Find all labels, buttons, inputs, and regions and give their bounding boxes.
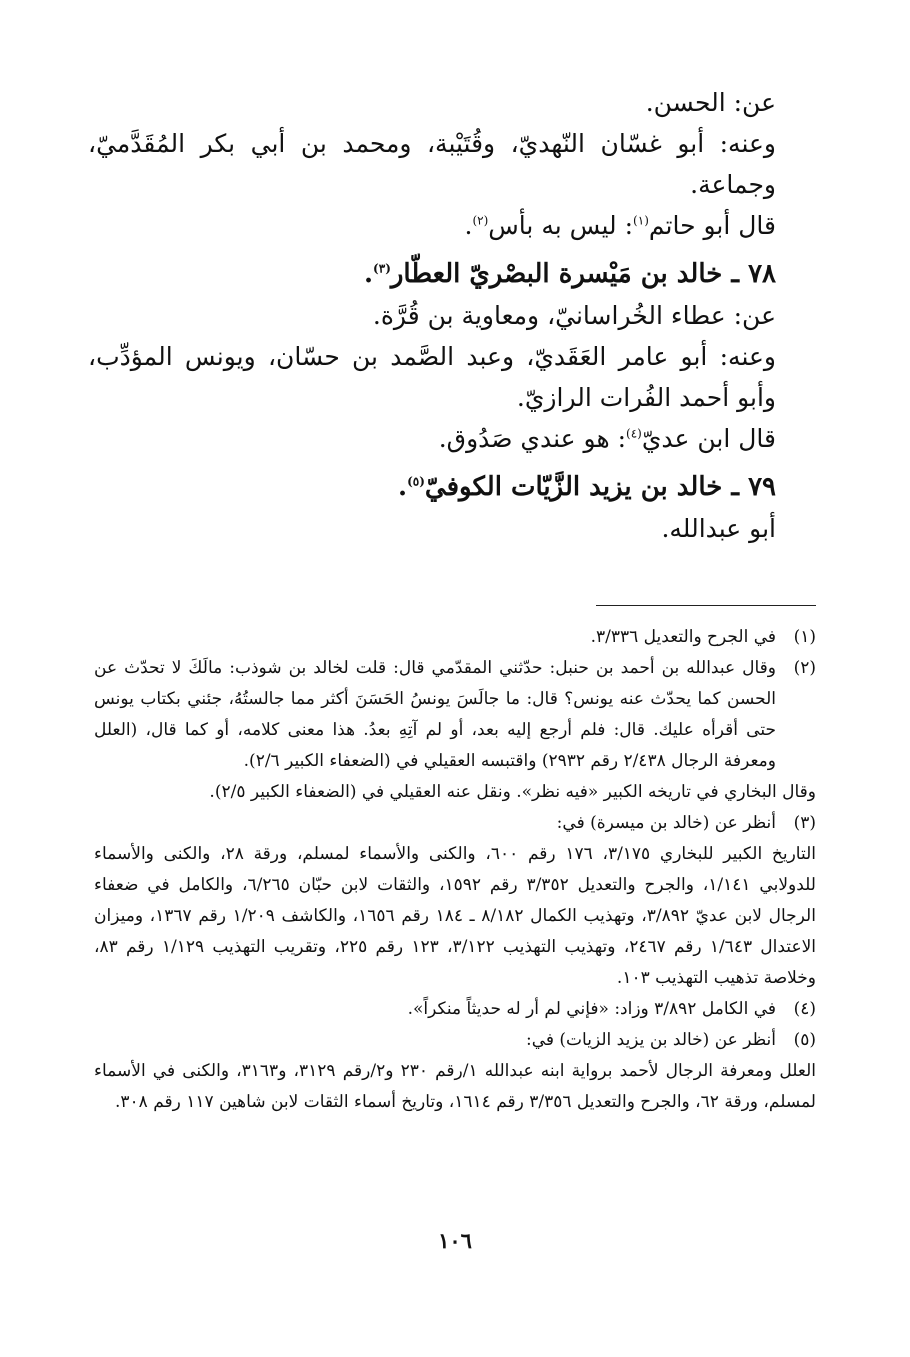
entry77-abu-hatim-line: قال أبو حاتم$^{(١)}$: ليس به بأس$^{(٢)}$. [464,211,776,240]
footnote-3 [94,808,816,839]
footnote-2 [94,653,816,777]
entry78-ibn-adi-line [88,418,822,459]
entry79-kunya-line: أبو عبدالله. [661,514,776,543]
footnote-separator [596,605,816,606]
abu-hatim-label: قال أبو حاتم [648,211,776,240]
entry78-anhu-line: وعنه: أبو عامر العَقَديّ، وعبد الصَّمد بن حسّان، ويونس المؤدِّب، وأبو أحمد الفُرات الرازيّ. [88,342,776,412]
ibn-adi-label: قال ابن عديّ [641,424,776,453]
entry78-an-line: عن: عطاء الخُراسانيّ، ومعاوية بن قُرَّة. [372,301,776,330]
footnote-text: أنظر عن (خالد بن ميسرة) في: [556,813,776,833]
footnote-number: (١) [793,627,816,647]
entry79-title: ٧٩ ـ خالد بن يزيد الزَّيّات الكوفيّ [424,472,776,502]
main-text [88,82,822,549]
footnote-2-continuation: وقال البخاري في تاريخه الكبير «فيه نظر». ونقل عنه العقيلي في (الضعفاء الكبير ٢/٥). [209,782,816,802]
footnote-number: (٣) [793,813,816,833]
footnote-4 [94,994,816,1025]
footnote-ref-3: (٣) [373,261,391,276]
footnote-number: (٤) [793,999,816,1019]
footnote-1 [94,622,816,653]
footnote-3-sources: التاريخ الكبير للبخاري ٣/١٧٥، ١٧٦ رقم ٦٠٠، والكنى والأسماء لمسلم، ورقة ٢٨، والكنى والأسماء للدولابي ١/١٤١، والجرح والتعديل ٣/٣٥٢ رقم ١٥٩٢، والثقات لابن حبّان ٦/٢٦٥، والكامل في ضعفاء الرجال لابن عديّ ٣/٨٩٢، وتهذيب الكمال ٨/١٨٢ ـ ١٨٤ رقم ١٦٥٦، والكاشف ١/٢٠٩ رقم ١٣٦٧، وميزان الاعتدال ١/٦٤٣ رقم ٢٤٦٧، وتهذيب التهذيب ٣/١٢٢، ١٢٣ رقم ٢٢٥، وتقريب التهذيب ١/١٢٩ رقم ٨٣، وخلاصة تذهيب التهذيب ١٠٣. [94,844,817,988]
entry77-anhu-line: وعنه: أبو غسّان النّهديّ، وقُتَيْبة، ومحمد بن أبي بكر المُقَدَّميّ، وجماعة. [88,129,776,199]
entry78-heading: ٧٨ ـ خالد بن مَيْسرة البصْريّ العطّار$^{(٣)}$. [363,259,776,289]
page-number: ١٠٦ [438,1228,472,1253]
entry78-title: ٧٨ ـ خالد بن مَيْسرة البصْريّ العطّار [390,259,776,289]
footnote-text: أنظر عن (خالد بن يزيد الزيات) في: [525,1030,776,1050]
footnote-ref-5: (٥) [407,474,425,489]
footnotes [94,622,816,1118]
footnote-text: في الجرح والتعديل ٣/٣٣٦. [590,627,776,647]
ibn-adi-quote: : هو عندي صَدُوق. [438,424,626,453]
footnote-ref-2: (٢) [472,213,489,228]
footnote-text: وقال عبدالله بن أحمد بن حنبل: حدّثني المقدّمي قال: قلت لخالد بن شوذب: مالَكَ لا تحدّث عن الحسن كما يحدّث عنه يونس؟ قال: ما جالَسَ يونسُ الحَسَنَ أكثر مما جالستُهُ، جئني بكتاب يونس حتى أقرأه عليك. قال: فلم أرجع إليه بعد، أو لم آتِهِ بعدُ. هذا معنى كلامه، أو كما قال، (العلل ومعرفة الرجال ٢/٤٣٨ رقم ٢٩٣٢) واقتبسه العقيلي في (الضعفاء الكبير ٢/٦). [94,658,776,771]
footnote-ref-4: (٤) [626,426,642,441]
entry77-an-line: عن: الحسن. [645,88,776,117]
footnote-text: في الكامل ٣/٨٩٢ وزاد: «فإني لم أر له حديثاً منكراً». [407,999,776,1019]
footnote-number: (٢) [793,658,816,678]
footnote-ref-1: (١) [633,213,649,228]
entry79-heading: ٧٩ ـ خالد بن يزيد الزَّيّات الكوفيّ$^{(٥)}$. [398,472,776,502]
footnote-5-sources: العلل ومعرفة الرجال لأحمد برواية ابنه عبدالله ١/رقم ٢٣٠ و٢/رقم ٣١٢٩، و٣١٦٣، والكنى في الأسماء لمسلم، ورقة ٦٢، والجرح والتعديل ٣/٣٥٦ رقم ١٦١٤، وتاريخ أسماء الثقات لابن شاهين ١١٧ رقم ٣٠٨. [94,1061,817,1112]
footnote-5 [94,1025,816,1056]
footnote-number: (٥) [793,1030,816,1050]
abu-hatim-quote: : ليس به بأس [488,211,634,240]
